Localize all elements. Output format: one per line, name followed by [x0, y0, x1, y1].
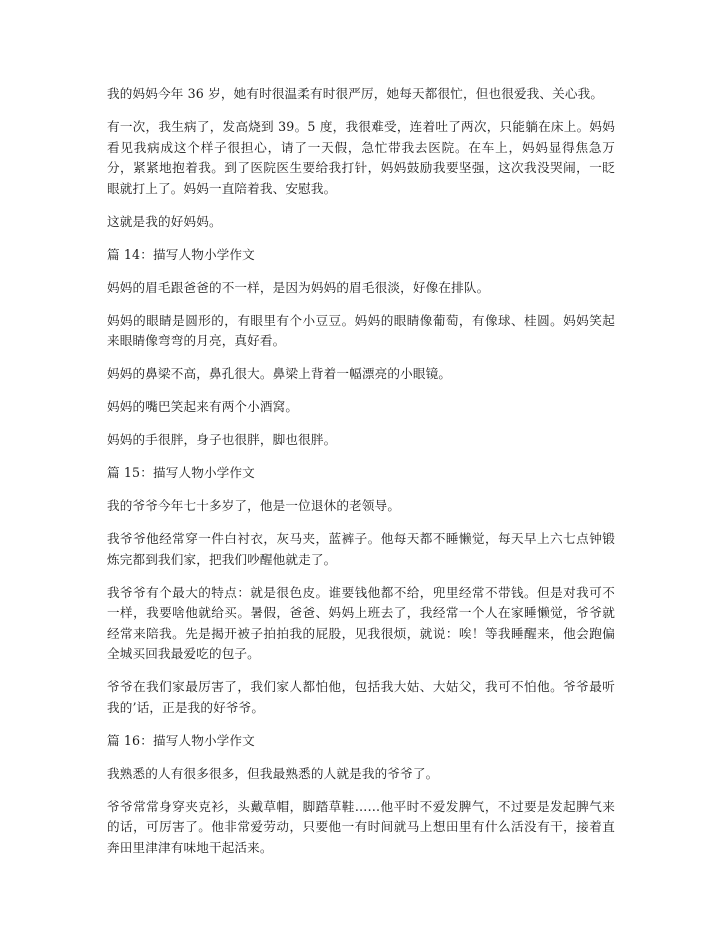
paragraph: 我熟悉的人有很多很多，但我最熟悉的人就是我的爷爷了。 [107, 765, 439, 781]
paragraph: 妈妈的鼻梁不高，鼻孔很大。鼻梁上背着一幅漂亮的小眼镜。 [107, 366, 452, 381]
paragraph: 妈妈的眼睛是圆形的，有眼里有个小豆豆。妈妈的眼睛像葡萄，有像球、桂圆。妈妈笑起来眼睛像弯弯的月亮，真好看。 [107, 312, 615, 348]
section-heading: 篇 15：描写人物小学作文 [107, 465, 255, 480]
section-heading: 篇 14：描写人物小学作文 [107, 246, 255, 262]
paragraph: 我的爷爷今年七十多岁了，他是一位退休的老领导。 [107, 498, 401, 513]
paragraph: 妈妈的嘴巴笑起来有两个小酒窝。 [107, 399, 299, 414]
paragraph: 有一次，我生病了，发高烧到 39。5 度，我很难受，连着吐了两次，只能躺在床上。妈妈看见我病成这个样子很担心，请了一天假，急忙带我去医院。在车上，妈妈显得焦急万分，紧紧地抱着我。到了医院医生要给我打针，妈妈鼓励我要坚强，这次我没哭闹，一眨眼就打上了。妈妈一直陪着我、安慰我。 [107, 119, 615, 196]
paragraph: 妈妈的手很胖，身子也很胖，脚也很胖。 [107, 432, 337, 447]
paragraph: 我爷爷他经常穿一件白衬衣，灰马夹，蓝裤子。他每天都不睡懒觉，每天早上六七点钟锻炼完都到我们家，把我们吵醒他就走了。 [107, 531, 615, 567]
section-heading: 篇 16：描写人物小学作文 [107, 732, 255, 748]
paragraph: 爷爷常常身穿夹克衫，头戴草帽，脚踏草鞋……他平时不爱发脾气，不过要是发起脾气来的话，可厉害了。他非常爱劳动，只要他一有时间就马上想田里有什么活没有干，接着直奔田里津津有味地干起活来。 [107, 798, 615, 855]
paragraph: 爷爷在我们家最厉害了，我们家人都怕他，包括我大姑、大姑父，我可不怕他。爷爷最听我的’话，正是我的好爷爷。 [107, 679, 615, 715]
paragraph: 这就是我的好妈妈。 [107, 213, 222, 229]
document-body [107, 84, 615, 871]
paragraph: 我爷爷有个最大的特点：就是很色皮。谁要钱他都不给，兜里经常不带钱。但是对我可不一样，我要啥他就给买。暑假，爸爸、妈妈上班去了，我经常一个人在家睡懒觉，爷爷就经常来陪我。先是揭开被子拍拍我的屁股，见我很烦，就说：唉！等我睡醒来，他会跑偏全城买回我最爱吃的包子。 [107, 584, 615, 661]
paragraph: 妈妈的眉毛跟爸爸的不一样，是因为妈妈的眉毛很淡，好像在排队。 [107, 279, 490, 295]
paragraph: 我的妈妈今年 36 岁，她有时很温柔有时很严厉，她每天都很忙，但也很爱我、关心我。 [107, 86, 604, 101]
